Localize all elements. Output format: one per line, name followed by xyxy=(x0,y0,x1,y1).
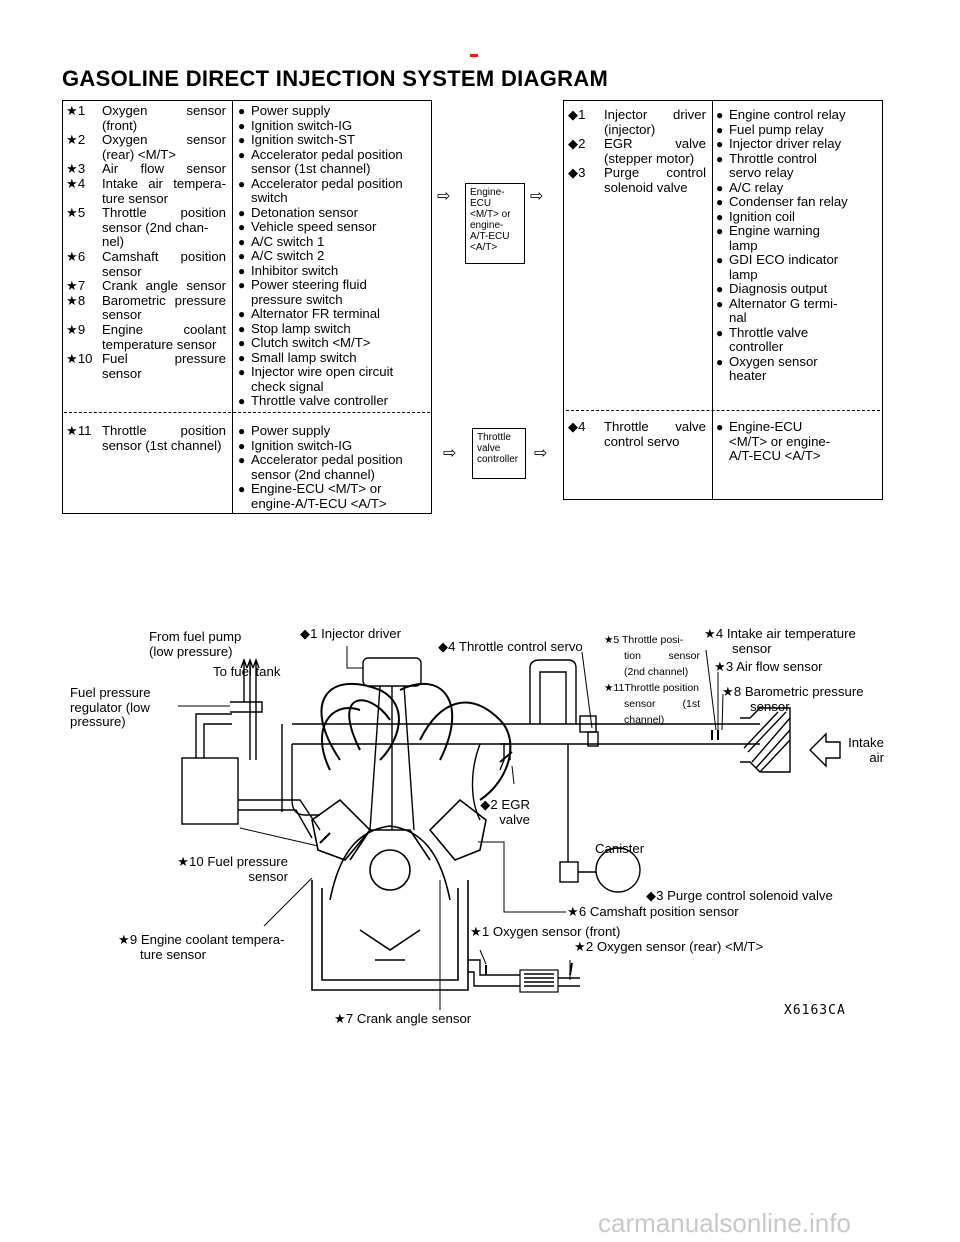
item-text: Purge control xyxy=(604,165,706,181)
item-text: Power steering fluid xyxy=(251,277,367,292)
item-key: ◆3 xyxy=(568,165,586,181)
item-text: Fuel pump relay xyxy=(729,121,824,137)
item-text: sensor xyxy=(102,365,142,381)
item-text: Engine control relay xyxy=(729,107,846,122)
bullet-icon: ● xyxy=(238,118,246,133)
label-line: ◆2 EGR xyxy=(480,797,530,812)
item-text: sensor (1st channel) xyxy=(102,437,222,453)
item-text: ture sensor xyxy=(102,190,168,206)
item-text: Diagnosis output xyxy=(729,281,828,296)
item-text: A/T-ECU <A/T> xyxy=(729,448,821,463)
bullet-icon: ● xyxy=(716,151,724,166)
item-text: lamp xyxy=(729,266,758,282)
box-line: engine- xyxy=(470,220,504,231)
throttle-body xyxy=(530,660,598,746)
label-throttle-control-servo: ◆4 Throttle control servo xyxy=(438,639,583,654)
item-text: Ignition coil xyxy=(729,208,795,224)
item-text: Throttle valve xyxy=(604,419,706,434)
item-key: ★9 xyxy=(66,321,86,337)
item-text: Fuel pressure xyxy=(102,351,226,367)
label-air-flow-sensor: ★3 Air flow sensor xyxy=(714,659,823,674)
bullet-icon: ● xyxy=(238,482,246,496)
label-line: ture sensor xyxy=(140,946,206,962)
item-text: Condenser fan relay xyxy=(729,194,848,209)
page-title: GASOLINE DIRECT INJECTION SYSTEM DIAGRAM xyxy=(62,66,609,91)
item-text: (injector) xyxy=(604,121,656,137)
item-text: sensor xyxy=(102,263,142,279)
label-line: valve xyxy=(499,811,530,827)
bullet-icon: ● xyxy=(238,147,246,162)
item-text: nal xyxy=(729,310,747,325)
item-text: Barometric pressure xyxy=(102,292,226,308)
item-text: Crank angle sensor xyxy=(102,278,226,294)
item-text: Injector driver xyxy=(604,107,706,122)
item-text: Camshaft position xyxy=(102,248,226,264)
bullet-icon: ● xyxy=(238,424,246,438)
item-key: ★5 xyxy=(66,205,86,221)
label-line: ★4 Intake air temperature xyxy=(704,626,856,641)
item-text: Ignition switch-IG xyxy=(251,437,353,453)
bullet-icon: ● xyxy=(238,278,246,292)
item-text: nel) xyxy=(102,234,124,250)
box-line: <M/T> or xyxy=(470,209,511,220)
bullet-icon: ● xyxy=(716,282,724,296)
label-line: channel) xyxy=(624,714,665,726)
label-barometric-pressure-sensor xyxy=(722,685,864,714)
bullet-icon: ● xyxy=(238,307,246,321)
item-key: ◆4 xyxy=(568,419,586,434)
label-purge-control-solenoid-valve: ◆3 Purge control solenoid valve xyxy=(646,888,833,903)
item-text: Injector driver relay xyxy=(729,136,842,151)
label-line: From fuel pump xyxy=(149,629,242,644)
label-line: (2nd channel) xyxy=(624,666,689,678)
bullet-icon: ● xyxy=(238,220,246,234)
label-line: (low pressure) xyxy=(149,643,233,659)
label-line: air xyxy=(869,749,884,765)
label-line: ★11Throttle position xyxy=(604,682,700,694)
box-line: Engine- xyxy=(470,187,505,198)
item-key: ★2 xyxy=(66,132,86,148)
item-text: Throttle position xyxy=(102,423,226,438)
bullet-icon: ● xyxy=(716,180,724,195)
item-text: Detonation sensor xyxy=(251,204,359,220)
bullet-icon: ● xyxy=(716,209,724,224)
item-text: Oxygen sensor xyxy=(729,353,818,369)
item-text: sensor (2nd channel) xyxy=(251,466,375,482)
figure-code: X6163CA xyxy=(784,1003,846,1018)
item-text: pressure switch xyxy=(251,291,343,307)
item-text: Clutch switch <M/T> xyxy=(251,335,371,350)
item-text: temperature sensor xyxy=(102,336,217,352)
item-text: Engine warning xyxy=(729,223,820,238)
item-text: A/C relay xyxy=(729,179,784,195)
intake-manifold xyxy=(321,684,510,800)
label-egr-valve xyxy=(450,798,530,827)
item-text: Oxygen sensor xyxy=(102,132,226,148)
label-canister: Canister xyxy=(595,841,645,856)
box-line: valve xyxy=(477,443,501,454)
label-line: regulator (low xyxy=(70,699,150,715)
item-key: ★1 xyxy=(66,103,86,118)
label-intake-air-temperature-sensor xyxy=(704,627,856,656)
arrow-icon: ⇨ xyxy=(530,188,544,205)
bullet-icon: ● xyxy=(238,394,246,408)
box-line: A/T-ECU xyxy=(470,231,510,242)
bullet-icon: ● xyxy=(716,296,724,311)
label-line: ★5 Throttle posi- xyxy=(604,634,684,646)
item-text: Stop lamp switch xyxy=(251,320,351,336)
label-to-fuel-tank: To fuel tank xyxy=(213,664,281,679)
label-line: sensor xyxy=(750,698,790,714)
watermark: carmanualsonline.info xyxy=(598,1208,851,1238)
item-text: Small lamp switch xyxy=(251,349,357,365)
air-cleaner xyxy=(740,708,790,772)
item-key: ★7 xyxy=(66,278,86,294)
item-text: engine-A/T-ECU <A/T> xyxy=(251,495,387,511)
item-text: Engine coolant xyxy=(102,321,226,337)
bullet-icon: ● xyxy=(716,122,724,137)
canister-assembly xyxy=(560,744,640,892)
item-text: controller xyxy=(729,339,784,354)
label-crank-angle-sensor: ★7 Crank angle sensor xyxy=(334,1011,472,1026)
item-text: Injector wire open circuit xyxy=(251,364,394,379)
item-text: control servo xyxy=(604,433,680,449)
label-engine-coolant-temperature-sensor xyxy=(118,933,285,962)
label-line: Intake xyxy=(848,735,884,750)
label-line: ★8 Barometric pressure xyxy=(722,684,864,699)
bullet-icon: ● xyxy=(716,325,724,340)
item-text: Alternator G termi- xyxy=(729,295,838,311)
item-text: lamp xyxy=(729,237,758,253)
item-text: Engine-ECU xyxy=(729,419,803,434)
item-text: Oxygen sensor xyxy=(102,103,226,118)
item-text: Air flow sensor xyxy=(102,161,226,177)
item-text: switch xyxy=(251,190,288,205)
label-intake-air xyxy=(830,736,884,765)
box-line: Throttle xyxy=(477,432,511,443)
label-injector-driver: ◆1 Injector driver xyxy=(300,626,402,641)
item-text: Vehicle speed sensor xyxy=(251,219,377,234)
bullet-icon: ● xyxy=(716,137,724,151)
item-text: (stepper motor) xyxy=(604,150,695,166)
label-oxygen-sensor-rear: ★2 Oxygen sensor (rear) <M/T> xyxy=(574,939,764,954)
item-text: Throttle valve xyxy=(729,324,809,340)
bullet-icon: ● xyxy=(716,108,724,122)
item-text: check signal xyxy=(251,378,324,394)
item-text: Engine-ECU <M/T> or xyxy=(251,481,382,496)
item-text: sensor (2nd chan- xyxy=(102,219,209,235)
bullet-icon: ● xyxy=(238,133,246,147)
item-text: sensor xyxy=(102,307,142,323)
label-line: ★9 Engine coolant tempera- xyxy=(118,932,285,947)
arrow-icon: ⇨ xyxy=(437,188,451,205)
label-line: sensor xyxy=(732,640,772,656)
bullet-icon: ● xyxy=(238,350,246,365)
item-text: Power supply xyxy=(251,103,331,118)
label-line: sensor (1st xyxy=(624,698,700,710)
item-text: Accelerator pedal position xyxy=(251,175,403,191)
item-text: Inhibitor switch xyxy=(251,262,339,278)
item-text: <M/T> or engine- xyxy=(729,433,831,449)
item-key: ★11 xyxy=(66,423,92,438)
item-text: (rear) <M/T> xyxy=(102,146,177,162)
label-line: Fuel pressure xyxy=(70,685,151,700)
bullet-icon: ● xyxy=(716,253,724,267)
item-key: ◆1 xyxy=(568,107,586,122)
item-text: Accelerator pedal position xyxy=(251,452,403,467)
box-line: controller xyxy=(477,454,519,465)
item-text: A/C switch 1 xyxy=(251,233,325,249)
item-text: GDI ECO indicator xyxy=(729,252,839,267)
item-text: Throttle valve controller xyxy=(251,393,389,408)
item-key: ★3 xyxy=(66,161,86,177)
bullet-icon: ● xyxy=(716,420,724,434)
item-text: servo relay xyxy=(729,165,794,180)
bullet-icon: ● xyxy=(238,263,246,278)
item-text: A/C switch 2 xyxy=(251,248,325,263)
bullet-icon: ● xyxy=(238,365,246,379)
bullet-icon: ● xyxy=(238,205,246,220)
label-from-fuel-pump xyxy=(149,630,241,659)
box-line: <A/T> xyxy=(470,242,498,253)
bullet-icon: ● xyxy=(238,438,246,453)
item-text: Alternator FR terminal xyxy=(251,306,380,321)
item-text: Throttle control xyxy=(729,150,817,166)
label-line: pressure) xyxy=(70,714,126,729)
label-line: sensor xyxy=(248,868,288,884)
label-fuel-pressure-sensor xyxy=(150,855,288,884)
bullet-icon: ● xyxy=(716,195,724,209)
item-key: ★8 xyxy=(66,292,86,308)
item-key: ★4 xyxy=(66,175,86,191)
label-line: tion sensor xyxy=(624,650,700,662)
bullet-icon: ● xyxy=(238,234,246,249)
bullet-icon: ● xyxy=(238,104,246,118)
arrow-icon: ⇨ xyxy=(443,445,457,462)
item-text: Power supply xyxy=(251,423,331,438)
item-key: ★6 xyxy=(66,248,86,264)
bullet-icon: ● xyxy=(716,224,724,238)
engine-block xyxy=(312,826,468,990)
arrow-icon: ⇨ xyxy=(534,445,548,462)
item-text: heater xyxy=(729,368,767,383)
item-text: solenoid valve xyxy=(604,179,688,195)
item-text: Throttle position xyxy=(102,205,226,221)
exhaust-system xyxy=(468,960,580,992)
bullet-icon: ● xyxy=(238,176,246,191)
item-text: Ignition switch-ST xyxy=(251,132,356,147)
item-text: Accelerator pedal position xyxy=(251,146,403,162)
item-key: ◆2 xyxy=(568,136,586,152)
item-text: sensor (1st channel) xyxy=(251,161,371,176)
bullet-icon: ● xyxy=(238,249,246,263)
bullet-icon: ● xyxy=(238,453,246,467)
item-text: EGR valve xyxy=(604,136,706,152)
label-fuel-pressure-regulator xyxy=(70,686,151,730)
bullet-icon: ● xyxy=(716,354,724,369)
item-text: (front) xyxy=(102,117,138,133)
bullet-icon: ● xyxy=(238,336,246,350)
item-key: ★10 xyxy=(66,351,93,367)
label-throttle-position-sensor xyxy=(604,632,700,728)
label-camshaft-position-sensor: ★6 Camshaft position sensor xyxy=(567,904,739,919)
label-line: ★10 Fuel pressure xyxy=(177,854,288,869)
item-text: Intake air tempera- xyxy=(102,175,226,191)
bullet-icon: ● xyxy=(238,321,246,336)
fuel-lines xyxy=(238,800,320,838)
item-text: Ignition switch-IG xyxy=(251,117,353,133)
label-oxygen-sensor-front: ★1 Oxygen sensor (front) xyxy=(470,924,621,939)
box-line: ECU xyxy=(470,198,492,209)
